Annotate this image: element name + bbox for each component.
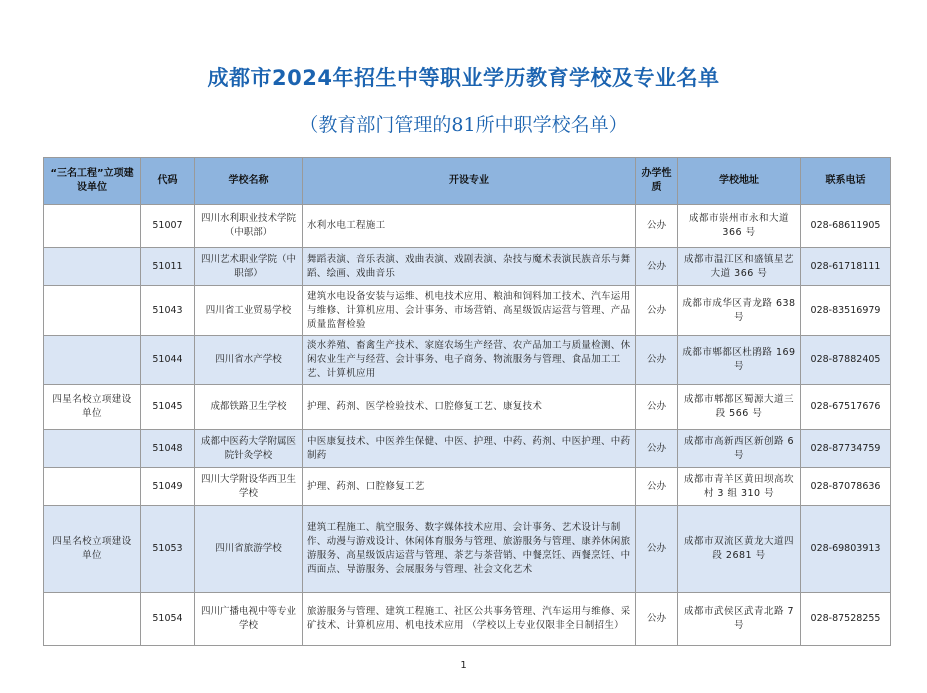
cell-phone: 028-87528255 bbox=[801, 593, 891, 646]
cell-nature: 公办 bbox=[636, 506, 678, 593]
cell-phone: 028-68611905 bbox=[801, 205, 891, 248]
header-phone: 联系电话 bbox=[801, 158, 891, 205]
cell-code: 51053 bbox=[141, 506, 195, 593]
document-subtitle: （教育部门管理的81所中职学校名单） bbox=[299, 114, 628, 136]
cell-school: 四川省水产学校 bbox=[195, 336, 303, 385]
cell-phone: 028-83516979 bbox=[801, 286, 891, 336]
cell-school: 四川大学附设华西卫生学校 bbox=[195, 468, 303, 506]
cell-nature: 公办 bbox=[636, 286, 678, 336]
cell-project: 四星名校立项建设单位 bbox=[44, 506, 141, 593]
table-row bbox=[44, 593, 891, 646]
cell-address: 成都市崇州市永和大道 366 号 bbox=[678, 205, 801, 248]
cell-phone: 028-67517676 bbox=[801, 385, 891, 430]
cell-project bbox=[44, 336, 141, 385]
cell-address: 成都市武侯区武青北路 7 号 bbox=[678, 593, 801, 646]
cell-school: 四川艺术职业学院（中职部） bbox=[195, 248, 303, 286]
table-row bbox=[44, 385, 891, 430]
cell-code: 51048 bbox=[141, 430, 195, 468]
cell-majors: 护理、药剂、口腔修复工艺 bbox=[303, 468, 636, 506]
cell-nature: 公办 bbox=[636, 593, 678, 646]
cell-code: 51049 bbox=[141, 468, 195, 506]
table-row bbox=[44, 205, 891, 248]
cell-majors: 护理、药剂、医学检验技术、口腔修复工艺、康复技术 bbox=[303, 385, 636, 430]
cell-majors: 水利水电工程施工 bbox=[303, 205, 636, 248]
table-header-row bbox=[44, 158, 891, 205]
header-project: “三名工程”立项建设单位 bbox=[44, 158, 141, 205]
cell-phone: 028-61718111 bbox=[801, 248, 891, 286]
cell-project bbox=[44, 286, 141, 336]
cell-majors: 中医康复技术、中医养生保健、中医、护理、中药、药剂、中医护理、中药制药 bbox=[303, 430, 636, 468]
cell-code: 51045 bbox=[141, 385, 195, 430]
cell-project bbox=[44, 430, 141, 468]
cell-school: 四川水利职业技术学院（中职部） bbox=[195, 205, 303, 248]
cell-school: 四川广播电视中等专业学校 bbox=[195, 593, 303, 646]
cell-majors: 旅游服务与管理、建筑工程施工、社区公共事务管理、汽车运用与维修、采矿技术、计算机应用、机电技术应用 （学校以上专业仅限非全日制招生） bbox=[303, 593, 636, 646]
table-row bbox=[44, 286, 891, 336]
document-title: 成都市2024年招生中等职业学历教育学校及专业名单 bbox=[207, 66, 720, 90]
cell-nature: 公办 bbox=[636, 430, 678, 468]
cell-address: 成都市郫都区蜀源大道三段 566 号 bbox=[678, 385, 801, 430]
table-row bbox=[44, 430, 891, 468]
cell-phone: 028-87882405 bbox=[801, 336, 891, 385]
table-row bbox=[44, 248, 891, 286]
cell-address: 成都市温江区和盛镇星艺大道 366 号 bbox=[678, 248, 801, 286]
cell-school: 四川省旅游学校 bbox=[195, 506, 303, 593]
table-row bbox=[44, 468, 891, 506]
cell-nature: 公办 bbox=[636, 205, 678, 248]
cell-address: 成都市郫都区杜鹃路 169 号 bbox=[678, 336, 801, 385]
cell-nature: 公办 bbox=[636, 468, 678, 506]
cell-code: 51011 bbox=[141, 248, 195, 286]
cell-majors: 舞蹈表演、音乐表演、戏曲表演、戏剧表演、杂技与魔术表演民族音乐与舞蹈、绘画、戏曲音乐 bbox=[303, 248, 636, 286]
cell-nature: 公办 bbox=[636, 336, 678, 385]
cell-project bbox=[44, 248, 141, 286]
cell-majors: 建筑水电设备安装与运维、机电技术应用、粮油和饲料加工技术、汽车运用与维修、计算机应用、会计事务、市场营销、高星级饭店运营与管理、产品质量监督检验 bbox=[303, 286, 636, 336]
cell-project bbox=[44, 468, 141, 506]
cell-project bbox=[44, 593, 141, 646]
cell-nature: 公办 bbox=[636, 248, 678, 286]
table-row bbox=[44, 336, 891, 385]
cell-phone: 028-87078636 bbox=[801, 468, 891, 506]
cell-nature: 公办 bbox=[636, 385, 678, 430]
cell-school: 成都中医药大学附属医院针灸学校 bbox=[195, 430, 303, 468]
cell-code: 51043 bbox=[141, 286, 195, 336]
cell-address: 成都市成华区青龙路 638 号 bbox=[678, 286, 801, 336]
cell-school: 成都铁路卫生学校 bbox=[195, 385, 303, 430]
cell-code: 51044 bbox=[141, 336, 195, 385]
cell-majors: 建筑工程施工、航空服务、数字媒体技术应用、会计事务、艺术设计与制作、动漫与游戏设计、休闲体育服务与管理、旅游服务与管理、康养休闲旅游服务、高星级饭店运营与管理、茶艺与茶营销、中餐烹饪、西餐烹饪、中西面点、导游服务、会展服务与管理、社会文化艺术 bbox=[303, 506, 636, 593]
cell-project bbox=[44, 205, 141, 248]
cell-phone: 028-87734759 bbox=[801, 430, 891, 468]
cell-address: 成都市青羊区黄田坝高坎村 3 组 310 号 bbox=[678, 468, 801, 506]
cell-address: 成都市双流区黄龙大道四段 2681 号 bbox=[678, 506, 801, 593]
header-code: 代码 bbox=[141, 158, 195, 205]
cell-majors: 淡水养殖、畜禽生产技术、家庭农场生产经营、农产品加工与质量检测、休闲农业生产与经营、会计事务、电子商务、物流服务与管理、食品加工工艺、计算机应用 bbox=[303, 336, 636, 385]
page-number: 1 bbox=[460, 660, 467, 671]
cell-phone: 028-69803913 bbox=[801, 506, 891, 593]
cell-code: 51054 bbox=[141, 593, 195, 646]
cell-project: 四星名校立项建设单位 bbox=[44, 385, 141, 430]
table-row bbox=[44, 506, 891, 593]
cell-address: 成都市高新西区新创路 6 号 bbox=[678, 430, 801, 468]
cell-code: 51007 bbox=[141, 205, 195, 248]
school-list-table bbox=[43, 157, 891, 646]
header-majors: 开设专业 bbox=[303, 158, 636, 205]
header-nature: 办学性质 bbox=[636, 158, 678, 205]
cell-school: 四川省工业贸易学校 bbox=[195, 286, 303, 336]
header-school: 学校名称 bbox=[195, 158, 303, 205]
header-address: 学校地址 bbox=[678, 158, 801, 205]
